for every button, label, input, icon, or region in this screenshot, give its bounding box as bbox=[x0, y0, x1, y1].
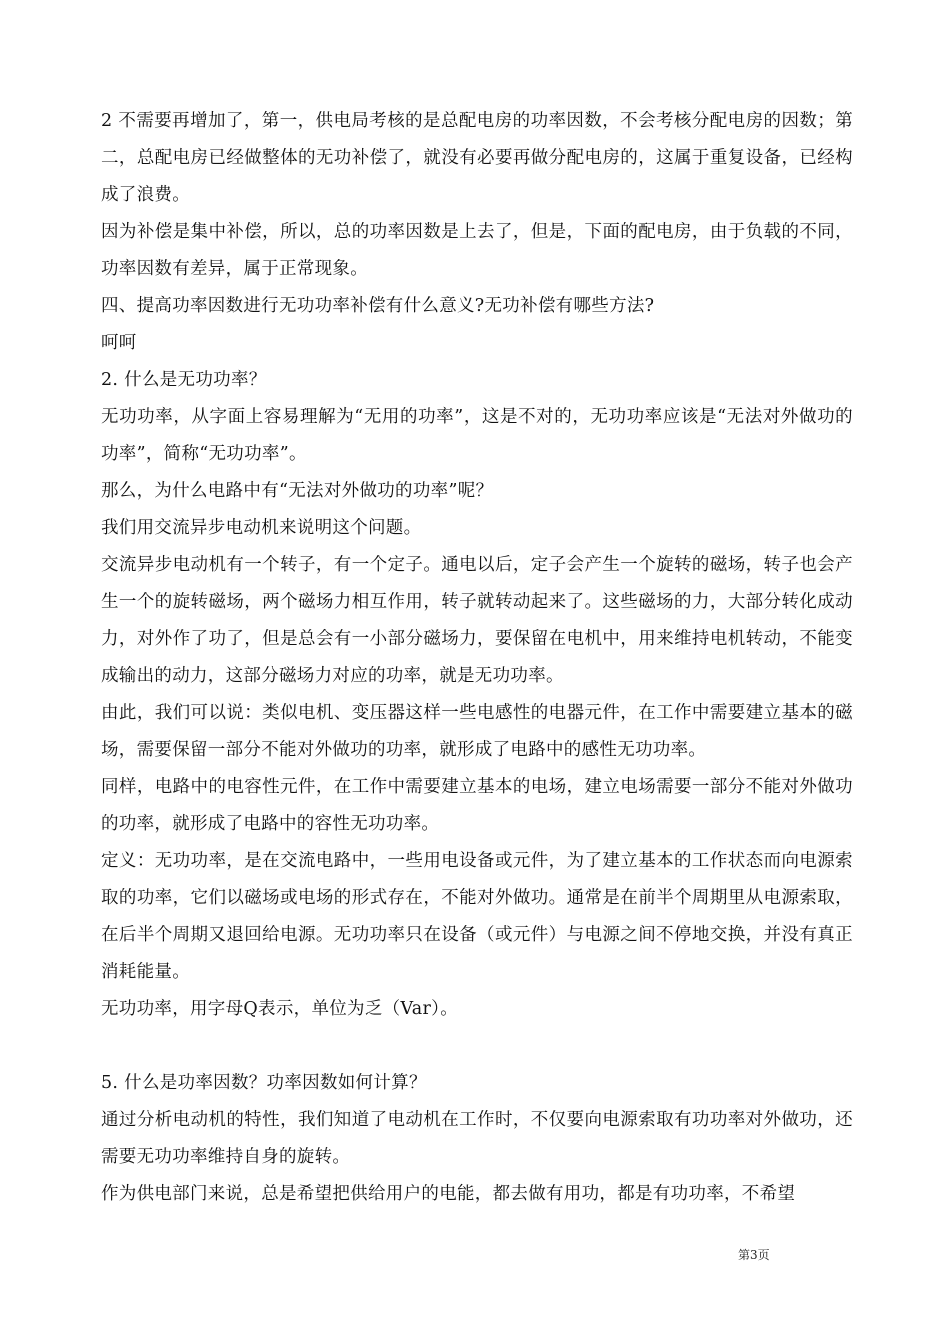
blank-line bbox=[101, 1028, 853, 1065]
paragraph-8: 由此，我们可以说：类似电机、变压器这样一些电感性的电器元件，在工作中需要建立基本的磁场，需要保留一部分不能对外做功的功率，就形成了电路中的感性无功功率。 bbox=[101, 703, 853, 760]
paragraph-3: 呵呵 bbox=[101, 333, 137, 353]
paragraph-13: 作为供电部门来说，总是希望把供给用户的电能，都去做有用功，都是有功功率，不希望 bbox=[101, 1184, 796, 1204]
section-heading-4: 四、提高功率因数进行无功功率补偿有什么意义?无功补偿有哪些方法? bbox=[101, 296, 655, 316]
paragraph-1: 2 不需要再增加了，第一，供电局考核的是总配电房的功率因数，不会考核分配电房的因数；第二，总配电房已经做整体的无功补偿了，就没有必要再做分配电房的，这属于重复设备，已经构成了浪费。 bbox=[101, 111, 853, 205]
document-body bbox=[101, 103, 853, 1213]
paragraph-9: 同样，电路中的电容性元件，在工作中需要建立基本的电场，建立电场需要一部分不能对外做功的功率，就形成了电路中的容性无功功率。 bbox=[101, 777, 853, 834]
paragraph-11: 无功功率，用字母Q表示，单位为乏（Var）。 bbox=[101, 999, 459, 1019]
question-heading-5: 5. 什么是功率因数？功率因数如何计算？ bbox=[101, 1073, 427, 1093]
page-number: 第3页 bbox=[738, 1248, 770, 1262]
paragraph-2: 因为补偿是集中补偿，所以，总的功率因数是上去了，但是，下面的配电房，由于负载的不同，功率因数有差异，属于正常现象。 bbox=[101, 222, 853, 279]
question-heading-2: 2. 什么是无功功率？ bbox=[101, 370, 267, 390]
paragraph-10: 定义：无功功率，是在交流电路中，一些用电设备或元件，为了建立基本的工作状态而向电源索取的功率，它们以磁场或电场的形式存在，不能对外做功。通常是在前半个周期里从电源索取，在后半个周期又退回给电源。无功功率只在设备（或元件）与电源之间不停地交换，并没有真正消耗能量。 bbox=[101, 851, 853, 982]
paragraph-6: 我们用交流异步电动机来说明这个问题。 bbox=[101, 518, 422, 538]
paragraph-5: 那么，为什么电路中有“无法对外做功的功率”呢？ bbox=[101, 481, 494, 501]
paragraph-7: 交流异步电动机有一个转子，有一个定子。通电以后，定子会产生一个旋转的磁场，转子也会产生一个的旋转磁场，两个磁场力相互作用，转子就转动起来了。这些磁场的力，大部分转化成动力，对外作了功了，但是总会有一小部分磁场力，要保留在电机中，用来维持电机转动，不能变成输出的动力，这部分磁场力对应的功率，就是无功功率。 bbox=[101, 555, 853, 686]
paragraph-4: 无功功率，从字面上容易理解为“无用的功率”，这是不对的，无功功率应该是“无法对外做功的功率”，简称“无功功率”。 bbox=[101, 407, 853, 464]
paragraph-12: 通过分析电动机的特性，我们知道了电动机在工作时，不仅要向电源索取有功功率对外做功，还需要无功功率维持自身的旋转。 bbox=[101, 1110, 853, 1167]
